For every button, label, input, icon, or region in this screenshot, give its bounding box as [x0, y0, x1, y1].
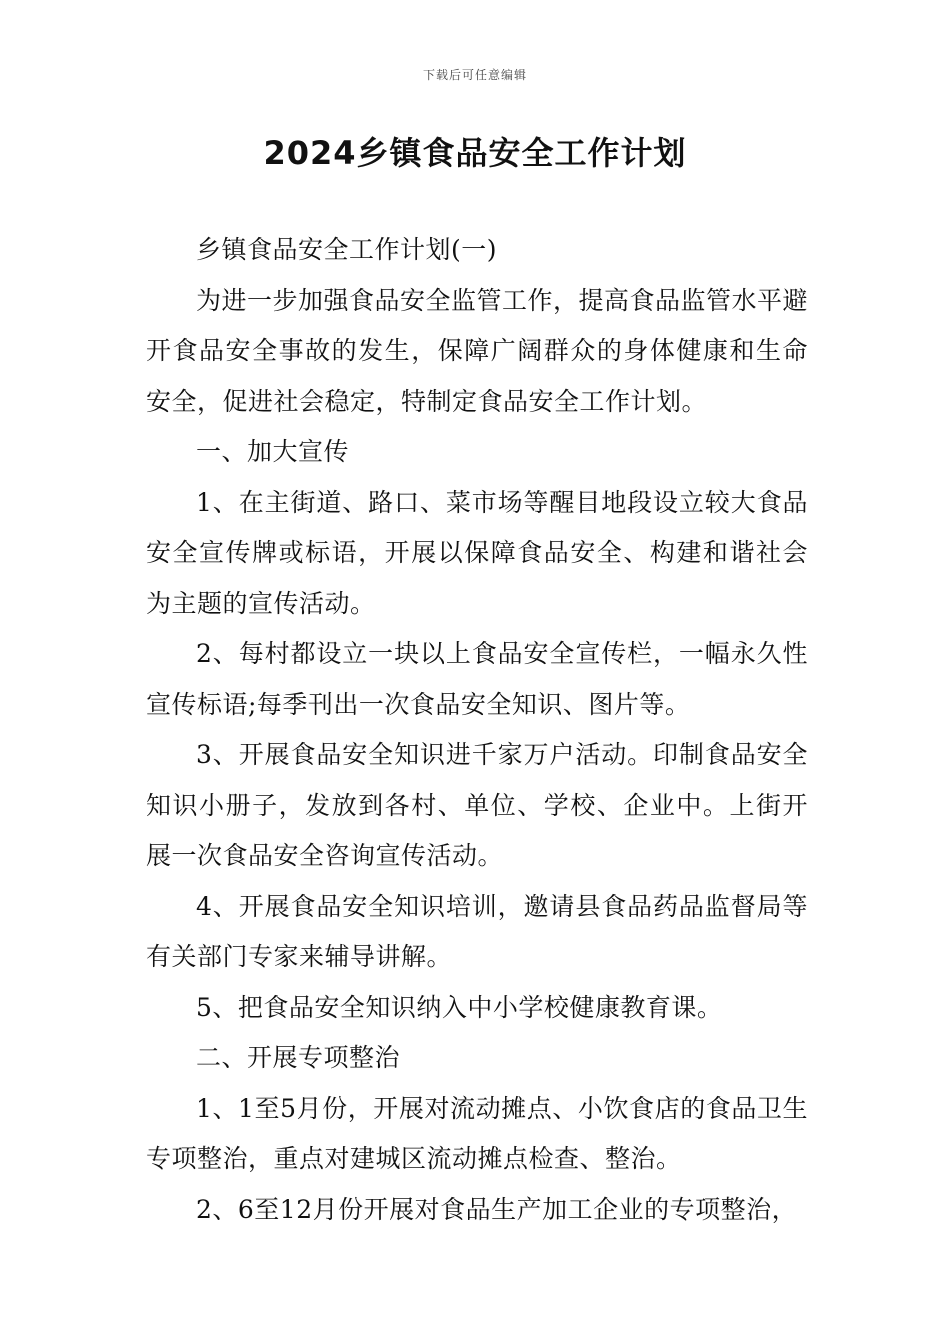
paragraph-item: 1、1至5月份，开展对流动摊点、小饮食店的食品卫生专项整治，重点对建城区流动摊点检查、整治。 — [146, 1093, 808, 1173]
document-body — [146, 225, 808, 1235]
paragraph-item: 1、在主街道、路口、菜市场等醒目地段设立较大食品安全宣传牌或标语，开展以保障食品安全、构建和谐社会为主题的宣传活动。 — [146, 487, 808, 618]
section-heading-rectification: 二、开展专项整治 — [196, 1043, 401, 1072]
paragraph-item: 3、开展食品安全知识进千家万户活动。印制食品安全知识小册子，发放到各村、单位、学校、企业中。上街开展一次食品安全咨询宣传活动。 — [146, 740, 808, 870]
header-note: 下载后可任意编辑 — [422, 68, 527, 82]
document-title: 2024乡镇食品安全工作计划 — [263, 134, 687, 172]
paragraph-item: 4、开展食品安全知识培训，邀请县食品药品监督局等有关部门专家来辅导讲解。 — [146, 891, 808, 971]
paragraph-intro: 为进一步加强食品安全监管工作，提高食品监管水平避开食品安全事故的发生，保障广阔群众的身体健康和生命安全，促进社会稳定，特制定食品安全工作计划。 — [146, 285, 809, 416]
paragraph-item: 2、6至12月份开展对食品生产加工企业的专项整治， — [196, 1194, 798, 1224]
section-heading-publicity: 一、加大宣传 — [196, 437, 350, 466]
paragraph-subtitle: 乡镇食品安全工作计划(一) — [196, 235, 498, 264]
paragraph-item: 5、把食品安全知识纳入中小学校健康教育课。 — [196, 992, 723, 1022]
paragraph-item: 2、每村都设立一块以上食品安全宣传栏，一幅永久性宣传标语;每季刊出一次食品安全知识、图片等。 — [146, 639, 808, 719]
